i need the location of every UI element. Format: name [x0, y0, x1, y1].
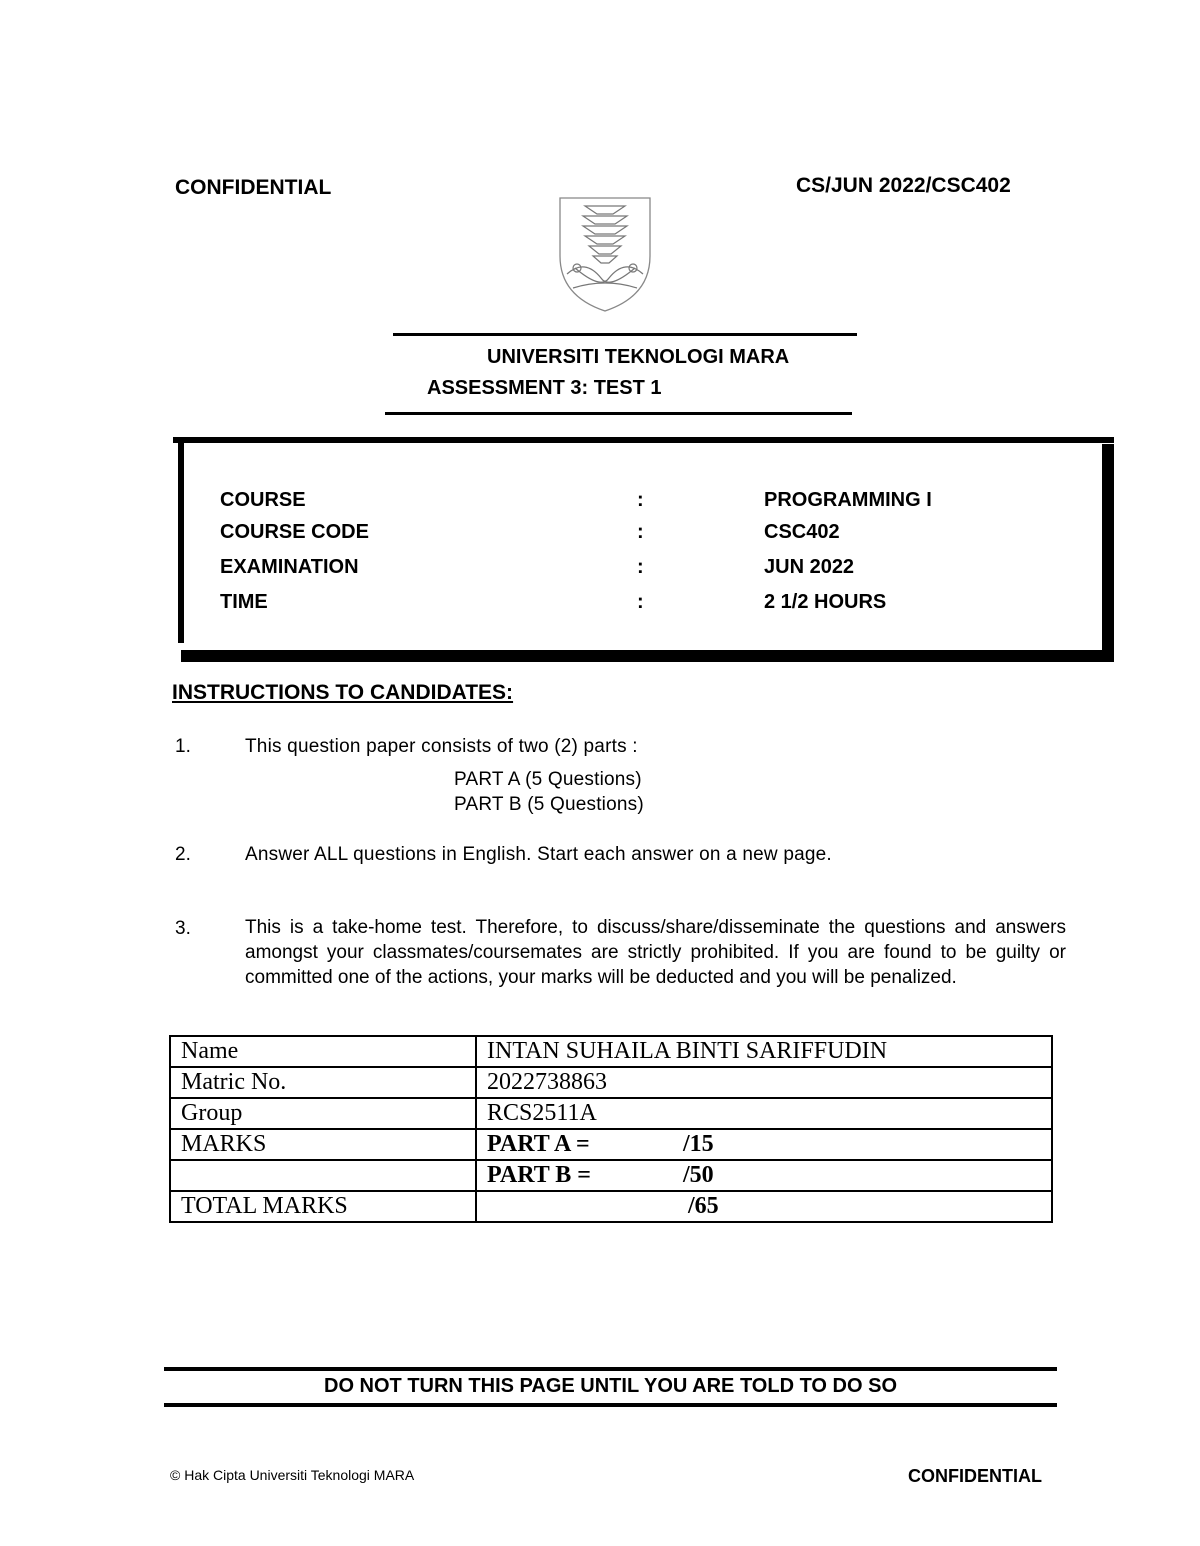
table-row: [170, 1160, 1052, 1191]
course-info-label: COURSE CODE: [220, 521, 369, 543]
name-value: INTAN SUHAILA BINTI SARIFFUDIN: [476, 1036, 1052, 1067]
footer-confidential: CONFIDENTIAL: [908, 1466, 1042, 1486]
group-value: RCS2511A: [476, 1098, 1052, 1129]
course-info-value: 2 1/2 HOURS: [764, 591, 887, 613]
course-info-label: COURSE: [220, 489, 306, 511]
instruction-number: 3.: [175, 918, 191, 939]
do-not-turn-notice: DO NOT TURN THIS PAGE UNTIL YOU ARE TOLD TO DO SO: [324, 1375, 897, 1397]
course-info-colon: :: [637, 556, 644, 578]
table-row: [170, 1129, 1052, 1160]
instructions-heading: INSTRUCTIONS TO CANDIDATES:: [172, 681, 514, 704]
copyright-text: © Hak Cipta Universiti Teknologi MARA: [170, 1467, 415, 1483]
part-b-line: PART B (5 Questions): [454, 794, 644, 815]
table-row: [170, 1191, 1052, 1222]
course-info-row: [220, 556, 855, 579]
total-max: /65: [688, 1193, 719, 1219]
course-info-label: TIME: [220, 591, 268, 613]
matric-value: 2022738863: [476, 1067, 1052, 1098]
table-row: [170, 1098, 1052, 1129]
course-info-row: [220, 489, 932, 512]
header-confidential: CONFIDENTIAL: [175, 176, 332, 199]
course-info-box: [173, 437, 1114, 662]
part-a-label: PART A =: [487, 1131, 590, 1157]
uitm-crest-icon: [555, 196, 655, 314]
course-info-value: CSC402: [764, 521, 840, 543]
part-a-marks-cell: [476, 1129, 1052, 1160]
instruction-text: This is a take-home test. Therefore, to discuss/share/disseminate the questions and answers amongst your classmates/coursemates are strictly prohibited. If you are found to be guilty or committed one of the actions, your marks will be deducted and you will be penalized.: [245, 917, 1066, 988]
part-a-line: PART A (5 Questions): [454, 769, 642, 790]
university-name: UNIVERSITI TEKNOLOGI MARA: [487, 346, 790, 368]
instruction-text: This question paper consists of two (2) parts :: [245, 736, 638, 757]
student-info-table: [169, 1035, 1053, 1223]
table-row: [170, 1036, 1052, 1067]
course-info-colon: :: [637, 591, 644, 613]
empty-cell: [170, 1160, 476, 1191]
marks-label: MARKS: [170, 1129, 476, 1160]
instruction-number: 2.: [175, 844, 191, 865]
part-b-marks-cell: [476, 1160, 1052, 1191]
part-a-max: /15: [683, 1131, 714, 1157]
course-info-colon: :: [637, 489, 644, 511]
part-b-max: /50: [683, 1162, 714, 1188]
course-info-colon: :: [637, 521, 644, 543]
header-course-ref: CS/JUN 2022/CSC402: [796, 174, 1011, 197]
name-label: Name: [170, 1036, 476, 1067]
total-marks-cell: [476, 1191, 1052, 1222]
course-info-row: [220, 521, 840, 544]
group-label: Group: [170, 1098, 476, 1129]
instruction-number: 1.: [175, 736, 191, 757]
course-info-row: [220, 591, 887, 614]
matric-label: Matric No.: [170, 1067, 476, 1098]
table-row: [170, 1067, 1052, 1098]
assessment-title: ASSESSMENT 3: TEST 1: [427, 377, 662, 399]
total-marks-label: TOTAL MARKS: [170, 1191, 476, 1222]
course-info-value: PROGRAMMING I: [764, 489, 932, 511]
course-info-label: EXAMINATION: [220, 556, 359, 578]
part-b-label: PART B =: [487, 1162, 591, 1188]
instruction-text: Answer ALL questions in English. Start each answer on a new page.: [245, 844, 832, 865]
course-info-value: JUN 2022: [764, 556, 855, 578]
